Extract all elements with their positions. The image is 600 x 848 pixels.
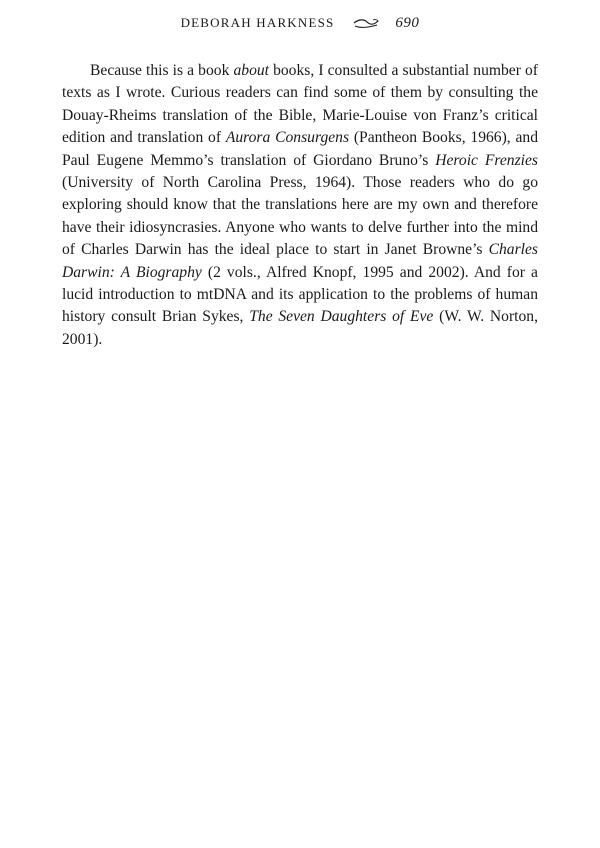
page-number: 690 xyxy=(395,15,420,31)
italic-title-text: Charles Darwin: A Biography xyxy=(62,241,538,281)
paragraph-text: (University of North Carolina Press, 1964). Those readers who do go exploring should know that the translations here are my own and therefore have their idiosyncrasies. Anyone who wants to delve further into the mind of Charles Darwin has the ideal place to start in Janet Browne’s xyxy=(62,174,538,259)
paragraph-text: Because this is a book xyxy=(90,62,234,79)
paragraph-text: (W. W. Norton, 2001). xyxy=(62,308,538,348)
paragraph-text: books, I consulted a substantial number of texts as I wrote. Curious readers can find some of them by consulting the Douay-Rheims translation of the Bible, Marie-Louise von Franz’s critical edition and translation of xyxy=(62,62,539,147)
italic-title-text: Aurora Consurgens xyxy=(225,129,350,147)
body-paragraph xyxy=(62,60,538,351)
running-head-author: DEBORAH HARKNESS xyxy=(180,15,335,30)
italic-title-text: about xyxy=(233,62,269,79)
swash-ornament-icon xyxy=(353,18,379,30)
italic-title-text: The Seven Daughters of Eve xyxy=(249,308,434,326)
italic-title-text: Heroic Frenzies xyxy=(435,151,538,169)
paragraph-text: (Pantheon Books, 1966), and Paul Eugene Memmo’s translation of Giordano Bruno’s xyxy=(62,129,538,169)
paragraph-text: (2 vols., Alfred Knopf, 1995 and 2002). And for a lucid introduction to mtDNA and its application to the problems of human history consult Brian Sykes, xyxy=(62,263,538,326)
running-head xyxy=(0,12,600,34)
